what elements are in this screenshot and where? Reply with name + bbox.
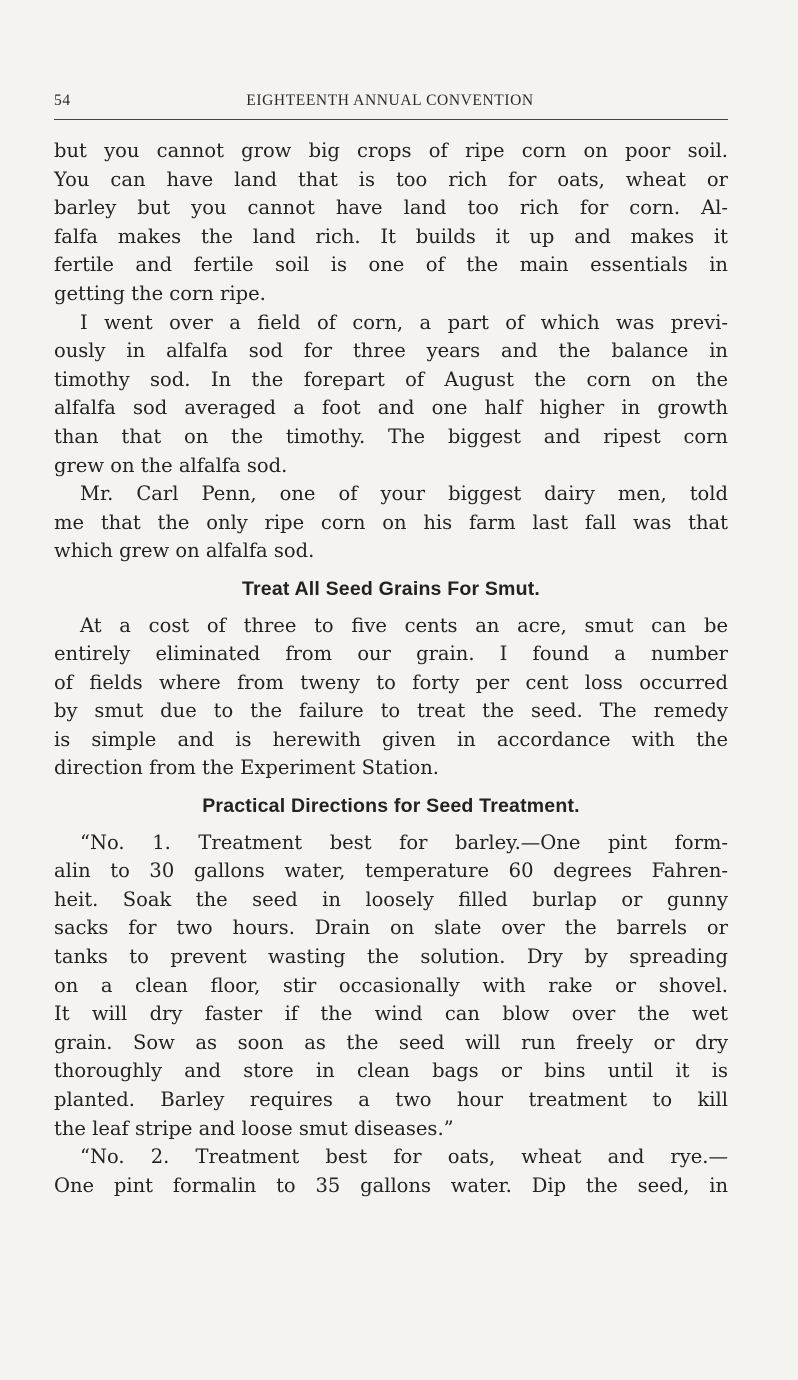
text-line: the leaf stripe and loose smut diseases.” — [54, 1116, 454, 1140]
text-line: One pint formalin to 35 gallons water. Dip the seed, in — [54, 1173, 728, 1197]
text-line: At a cost of three to five cents an acre, smut can be — [80, 613, 728, 637]
text-line: You can have land that is too rich for oats, wheat or — [54, 167, 728, 191]
spacer — [54, 783, 728, 792]
text-line: tanks to prevent wasting the solution. Dry by spreading — [54, 945, 728, 969]
text-line: than that on the timothy. The biggest and ripest corn — [54, 424, 728, 448]
spacer — [54, 566, 728, 575]
text-line: heit. Soak the seed in loosely filled burlap or gunny — [54, 887, 728, 911]
text-line: falfa makes the land rich. It builds it up and makes it — [54, 224, 728, 248]
spacer — [54, 604, 728, 612]
text-line: getting the corn ripe. — [54, 281, 266, 305]
text-line: direction from the Experiment Station. — [54, 756, 440, 780]
text-line: planted. Barley requires a two hour treatment to kill — [54, 1088, 728, 1111]
text-line: alin to 30 gallons water, temperature 60 degrees Fahren- — [54, 859, 728, 883]
text-line: entirely eliminated from our grain. I found a number — [54, 642, 728, 666]
section-heading-seed-treatment: Practical Directions for Seed Treatment. — [202, 795, 580, 818]
header-rule — [54, 119, 728, 120]
text-line: but you cannot grow big crops of ripe corn on poor soil. — [54, 139, 728, 162]
text-line: “No. 2. Treatment best for oats, wheat and rye.— — [80, 1145, 728, 1169]
page-body — [54, 137, 728, 1200]
running-title: EIGHTEENTH ANNUAL CONVENTION — [246, 92, 534, 109]
text-line: It will dry faster if the wind can blow over the wet — [54, 1002, 728, 1026]
section-heading-smut: Treat All Seed Grains For Smut. — [241, 577, 541, 600]
text-line: I went over a field of corn, a part of which was previ- — [80, 310, 728, 334]
text-line: “No. 1. Treatment best for barley.—One pint form- — [80, 830, 728, 854]
text-line: alfalfa sod averaged a foot and one half higher in growth — [54, 396, 728, 420]
text-line: ously in alfalfa sod for three years and the balance in — [54, 339, 728, 363]
text-line: timothy sod. In the forepart of August the corn on the — [54, 367, 728, 391]
text-line: on a clean floor, stir occasionally with rake or shovel. — [54, 973, 728, 997]
spacer — [54, 821, 728, 829]
text-line: which grew on alfalfa sod. — [54, 539, 315, 563]
text-line: me that the only ripe corn on his farm last fall was that — [54, 510, 728, 534]
text-line: Mr. Carl Penn, one of your biggest dairy men, told — [80, 482, 728, 506]
text-line: barley but you cannot have land too rich for corn. Al- — [54, 196, 728, 220]
text-line: is simple and is herewith given in accordance with the — [54, 727, 728, 751]
text-line: sacks for two hours. Drain on slate over the barrels or — [54, 916, 728, 940]
text-line: grain. Sow as soon as the seed will run freely or dry — [54, 1030, 728, 1054]
page-number: 54 — [54, 92, 71, 109]
text-line: fertile and fertile soil is one of the main essentials in — [54, 253, 728, 277]
text-line: of fields where from tweny to forty per cent loss occurred — [54, 670, 728, 694]
text-line: grew on the alfalfa sod. — [54, 453, 288, 477]
text-line: by smut due to the failure to treat the seed. The remedy — [54, 699, 728, 723]
running-header — [54, 92, 726, 110]
text-line: thoroughly and store in clean bags or bins until it is — [54, 1059, 728, 1083]
